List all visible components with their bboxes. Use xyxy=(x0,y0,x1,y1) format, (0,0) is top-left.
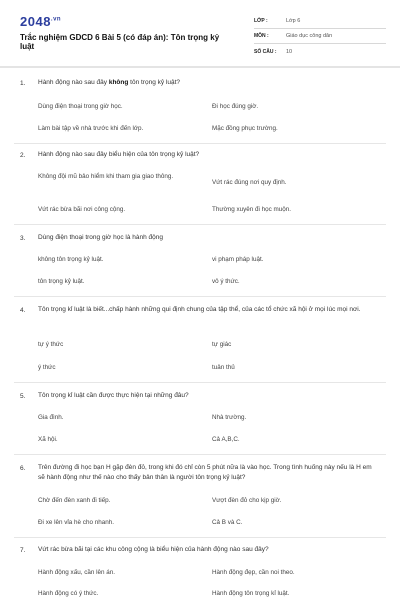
question-text xyxy=(38,305,378,315)
answer-option[interactable]: không tôn trọng kỷ luật. xyxy=(38,256,104,263)
answer-option[interactable]: Xã hội. xyxy=(38,436,58,443)
answer-option[interactable]: Nhà trường. xyxy=(212,414,247,421)
logo-text: 2048 xyxy=(20,14,51,29)
answer-option[interactable]: Đi học đúng giờ. xyxy=(212,103,259,110)
answer-option[interactable]: Hành động tôn trọng kỉ luật. xyxy=(212,590,290,597)
answer-option[interactable]: Chờ đến đèn xanh đi tiếp. xyxy=(38,497,111,504)
answer-option[interactable]: vi phạm pháp luật. xyxy=(212,256,264,263)
answer-option[interactable]: Hành động đẹp, cần noi theo. xyxy=(212,569,295,576)
question-number: 7. xyxy=(20,547,26,554)
page-header xyxy=(0,0,400,66)
meta-table xyxy=(254,14,386,59)
question-divider xyxy=(14,382,386,383)
question-number: 6. xyxy=(20,465,26,472)
site-logo[interactable] xyxy=(20,14,61,29)
question-text-part: Tôn trọng kỉ luật là biết...chấp hành những qui định chung của tập thể, của các tổ chức xã hội ở mọi lúc mọi nơi. xyxy=(38,306,361,313)
answer-option[interactable]: ý thức xyxy=(38,364,56,371)
answer-option[interactable]: Cả A,B,C. xyxy=(212,436,240,443)
logo-suffix: .vn xyxy=(50,16,62,23)
answer-option[interactable]: Hành động xấu, cần lên án. xyxy=(38,569,116,576)
meta-row-count xyxy=(254,44,386,59)
meta-row-subject xyxy=(254,29,386,44)
answer-option[interactable]: tuân thủ xyxy=(212,364,235,371)
answer-option[interactable]: tự giác xyxy=(212,341,232,348)
answer-option[interactable]: Mặc đồng phục trường. xyxy=(212,125,278,132)
question-text-part: tôn trọng kỷ luật? xyxy=(128,79,181,86)
question-divider xyxy=(14,224,386,225)
header-divider xyxy=(0,66,400,68)
answer-option[interactable]: Cả B và C. xyxy=(212,519,243,526)
answer-option[interactable]: Không đội mũ bảo hiểm khi tham gia giao thông. xyxy=(38,173,174,180)
question-text xyxy=(38,545,378,555)
meta-label: LỚP : xyxy=(254,18,268,24)
answer-option[interactable]: Làm bài tập về nhà trước khi đến lớp. xyxy=(38,125,144,132)
question-number: 5. xyxy=(20,393,26,400)
page-title: Trắc nghiệm GDCD 6 Bài 5 (có đáp án): Tôn trọng kỷ luật xyxy=(20,33,220,51)
question-text-part: Trên đường đi học bạn H gặp đèn đỏ, trong khi đó chỉ còn 5 phút nữa là vào học. Trong tình huống này nếu là H em sẽ hành động như thế nào cho thấy bản thân là người tôn trọng kỷ luật? xyxy=(38,464,372,481)
meta-value: 10 xyxy=(286,48,293,55)
question-number: 3. xyxy=(20,235,26,242)
question-number: 4. xyxy=(20,307,26,314)
meta-value: Giáo dục công dân xyxy=(286,33,333,39)
question-divider xyxy=(14,537,386,538)
question-text-bold: không xyxy=(108,79,129,86)
answer-option[interactable]: tự ý thức xyxy=(38,341,64,348)
question-text-part: Tôn trọng kỉ luật cần được thực hiện tại những đâu? xyxy=(38,392,189,399)
answer-option[interactable]: Đi xe lên vỉa hè cho nhanh. xyxy=(38,519,114,526)
meta-row-class xyxy=(254,14,386,29)
answer-option[interactable]: Thường xuyên đi học muộn. xyxy=(212,206,292,213)
answer-option[interactable]: Vứt rác đúng nơi quy định. xyxy=(212,179,287,186)
question-text-part: Hành động nào sau đây biểu hiện của tôn trọng kỷ luật? xyxy=(38,151,200,158)
answer-option[interactable]: tôn trọng kỷ luật. xyxy=(38,278,85,285)
question-divider xyxy=(14,296,386,297)
answer-option[interactable]: vô ý thức. xyxy=(212,278,240,285)
question-text-part: Hành động nào sau đây xyxy=(38,79,109,86)
meta-value: Lớp 6 xyxy=(286,18,301,24)
answer-option[interactable]: Vượt đèn đỏ cho kịp giờ. xyxy=(212,497,282,504)
question-text xyxy=(38,233,378,243)
question-text-part: Dùng điện thoại trong giờ học là hành động xyxy=(38,234,163,241)
question-text-part: Vứt rác bừa bãi tại các khu công cộng là biểu hiện của hành động nào sau đây? xyxy=(38,546,269,553)
question-number: 1. xyxy=(20,80,26,87)
answer-option[interactable]: Hành động có ý thức. xyxy=(38,590,99,597)
answer-option[interactable]: Dùng điện thoại trong giờ học. xyxy=(38,103,123,110)
question-number: 2. xyxy=(20,152,26,159)
meta-label: MÔN : xyxy=(254,33,269,39)
answer-option[interactable]: Vứt rác bừa bãi nơi công cộng. xyxy=(38,206,126,213)
question-divider xyxy=(14,454,386,455)
question-divider xyxy=(14,143,386,144)
question-text xyxy=(38,78,378,88)
answer-option[interactable]: Gia đình. xyxy=(38,414,64,421)
question-text xyxy=(38,391,378,401)
meta-label: SỐ CÂU : xyxy=(254,48,277,55)
question-text xyxy=(38,463,378,483)
question-text xyxy=(38,150,378,160)
